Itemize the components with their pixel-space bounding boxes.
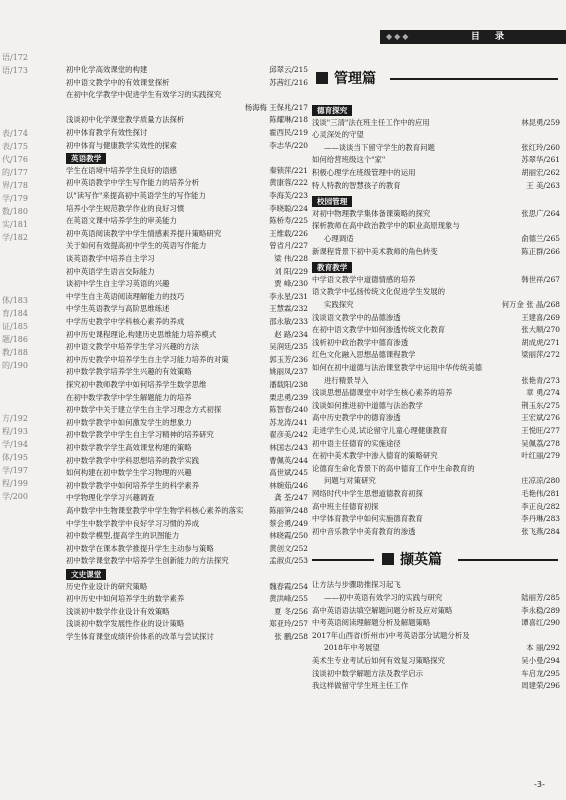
margin-page-fragment: 育/184 — [2, 309, 28, 318]
entry-title: 如何在初中道德与法治课堂教学中运用中华传统美德 — [312, 363, 482, 372]
entry-author-page: 庄凉凉/280 — [521, 476, 560, 486]
entry-title: 在初中化学教学中促进学生有效学习的实践探究 — [66, 90, 222, 100]
margin-page-fragment: 代/176 — [2, 155, 28, 164]
toc-entry[interactable] — [312, 617, 560, 629]
entry-author-page: 张大顺/270 — [521, 325, 560, 335]
entry-author-page: 叶红丽/279 — [521, 451, 560, 461]
entry-author-page: 郭玉芳/236 — [269, 354, 308, 364]
entry-author-page: 栗忠勇/239 — [269, 392, 308, 402]
toc-entry[interactable] — [312, 117, 560, 129]
entry-title: 初中语文教学中的有效课堂探析 — [66, 77, 170, 87]
entry-title: 初中英语学生语言交际能力 — [66, 266, 155, 276]
entry-title: 如何构建在初中数学生学习物理的兴趣 — [66, 468, 192, 478]
entry-title: 2017年山西省(忻州市)中考英语部分试题分析及 — [312, 630, 470, 640]
toc-entry[interactable] — [66, 429, 308, 441]
entry-title: 进行精景导入 — [324, 375, 369, 385]
entry-author-page: 张思广/264 — [521, 208, 560, 218]
entry-author-page: 林晓霞/250 — [269, 531, 308, 541]
entry-title: 浅谈"三清"法在班主任工作中的应用 — [312, 117, 430, 127]
entry-author-page: 章 勇/274 — [526, 388, 560, 398]
margin-page-fragment: 题/186 — [2, 335, 28, 344]
toc-entry[interactable] — [312, 142, 560, 154]
entry-author-page: 王慧霖/232 — [269, 304, 308, 314]
margin-page-fragment: 的/177 — [2, 168, 28, 177]
entry-author-page: 李永稳/289 — [521, 605, 560, 615]
toc-entry[interactable] — [312, 526, 560, 538]
toc-entry[interactable] — [312, 274, 560, 286]
toc-entry[interactable] — [66, 555, 308, 567]
section-rule — [390, 78, 558, 80]
entry-title: 初中历史课程理论,构建历史思维能力培养模式 — [66, 329, 217, 339]
toc-entry[interactable] — [66, 581, 308, 593]
entry-author-page: 毛艳伟/281 — [521, 489, 560, 498]
entry-title: 中学体育教学中如何实施德育教育 — [312, 514, 423, 524]
margin-page-fragment: 证/185 — [2, 322, 28, 331]
entry-author-page: 龚 荃/247 — [274, 493, 308, 503]
toc-entry[interactable] — [66, 215, 308, 227]
toc-entry[interactable] — [66, 114, 308, 126]
entry-title: 积极心理学在班级管理中的运用 — [312, 168, 416, 177]
subsection-label: 德育探究 — [312, 105, 352, 116]
entry-author-page: 张艳青/273 — [521, 375, 560, 385]
subsection-label: 文史课堂 — [66, 569, 106, 580]
entry-title: 初中语主任德育的实施途径 — [312, 438, 401, 448]
toc-entry[interactable] — [66, 77, 308, 89]
entry-title: 初中数学教学中学生自主学习精神的培养研究 — [66, 430, 214, 440]
entry-author-page: 苏翠华/261 — [521, 155, 560, 165]
entry-title: 浅谈如何推进初中道德与法治教学 — [312, 400, 423, 410]
toc-entry[interactable] — [66, 291, 308, 303]
toc-entry[interactable] — [66, 404, 308, 416]
entry-author-page: 黄洪峰/255 — [269, 594, 308, 604]
toc-entry[interactable] — [66, 165, 308, 177]
entry-author-page: 杨海梅 王保兆/217 — [244, 102, 308, 112]
entry-author-page: 王维载/226 — [269, 228, 308, 238]
toc-entry[interactable] — [66, 392, 308, 404]
entry-author-page: 梁丽萍/272 — [521, 350, 560, 360]
toc-entry[interactable] — [66, 127, 308, 139]
margin-page-fragment: 语/173 — [2, 66, 28, 75]
margin-page-fragment: 表/175 — [2, 142, 28, 151]
entry-author-page: 苏龙涛/241 — [269, 417, 308, 427]
entry-author-page: 潘载阳/238 — [269, 380, 308, 389]
toc-entry[interactable] — [312, 605, 560, 617]
margin-page-fragment: 学/182 — [2, 233, 28, 242]
entry-author-page: 周建荣/296 — [521, 681, 560, 691]
toc-entry[interactable] — [312, 167, 560, 179]
entry-title: 中学生英语教学与高阶思维练述 — [66, 304, 170, 314]
entry-author-page: 曾省月/227 — [269, 241, 308, 251]
toc-entry[interactable] — [312, 488, 560, 500]
entry-title: 初中化学高效课堂的构建 — [66, 65, 148, 74]
entry-title: 论德育生命化背景下的高中德育工作中生命教育的 — [312, 463, 475, 473]
toc-entry[interactable] — [312, 220, 560, 232]
entry-author-page: 蔡会勇/249 — [269, 518, 308, 528]
entry-author-page: 姚丽凤/237 — [269, 367, 308, 377]
toc-entry[interactable] — [66, 593, 308, 605]
toc-entry[interactable] — [66, 366, 308, 378]
entry-author-page: 车启龙/295 — [521, 668, 560, 678]
section-rule — [312, 559, 374, 561]
section-rule — [458, 559, 558, 561]
entry-author-page: 胡丽宏/262 — [521, 168, 560, 177]
toc-entry[interactable] — [312, 655, 560, 667]
entry-title: 中考英语阅读理解题分析及解题策略 — [312, 618, 431, 628]
entry-title: 高中班主任德育初探 — [312, 501, 379, 511]
entry-title: 特人特教的智慧孩子的教育 — [312, 180, 401, 190]
toc-entry[interactable] — [312, 337, 560, 349]
entry-author-page: 荆玉东/275 — [521, 400, 560, 410]
entry-title: 在初中数学教学中学生解题能力的培养 — [66, 392, 192, 402]
entry-title: 初中语文教学中培养学生学习兴趣的方法 — [66, 342, 200, 352]
entry-title: 浅谈初中数学发展性作业的设计策略 — [66, 619, 185, 629]
entry-title: 中学生自主英语阅读理解能力的技巧 — [66, 291, 185, 301]
margin-page-fragment: 学/197 — [2, 466, 28, 475]
entry-title: 历史作业设计的研究策略 — [66, 581, 148, 591]
entry-title: 实践探究 — [324, 300, 354, 309]
entry-title: ——初中英语有效学习的实践与研究 — [324, 593, 443, 602]
toc-entry[interactable] — [66, 455, 308, 467]
toc-entry[interactable] — [312, 425, 560, 437]
entry-author-page: 林国志/243 — [269, 443, 308, 452]
entry-title: 浅析初中政治教学中德育渗透 — [312, 337, 409, 347]
entry-author-page: 俞德兰/265 — [521, 234, 560, 243]
toc-header-title: 目 录 — [470, 32, 510, 42]
toc-entry[interactable] — [312, 246, 560, 258]
toc-entry[interactable] — [312, 579, 560, 591]
toc-entry[interactable] — [312, 387, 560, 399]
toc-entry[interactable] — [66, 316, 308, 328]
entry-title: 在英语文课中培养学生的审美能力 — [66, 216, 177, 226]
toc-entry[interactable] — [66, 543, 308, 555]
entry-title: 对初中物理教学集体备课策略的探究 — [312, 208, 431, 218]
entry-author-page: 韩世祥/267 — [521, 274, 560, 284]
entry-title: 初中数学教学中学科思想培养的教学实践 — [66, 455, 200, 465]
entry-author-page: 张飞燕/284 — [521, 526, 560, 536]
entry-author-page: 黄康蓉/222 — [269, 178, 308, 188]
entry-title: 语文教学中弘扬传统文化促进学生发展的 — [312, 287, 446, 297]
toc-entry[interactable] — [312, 450, 560, 462]
toc-entry[interactable] — [66, 442, 308, 454]
entry-title: 培养小学生规范教学作业的良好习惯 — [66, 203, 185, 213]
toc-entry[interactable] — [66, 253, 308, 265]
toc-entry[interactable] — [312, 680, 560, 692]
entry-author-page: 李晓聪/224 — [269, 203, 308, 213]
margin-page-fragment: 表/174 — [2, 129, 28, 138]
entry-author-page: 李海芙/223 — [269, 191, 308, 200]
entry-title: 浅谈初中化学课堂教学质量方法探析 — [66, 115, 185, 125]
margin-page-fragment: 程/193 — [2, 427, 28, 436]
margin-page-fragment: 体/183 — [2, 296, 28, 305]
entry-title: 初中数学模型,提高学生的识图能力 — [66, 531, 180, 541]
margin-page-fragment: 方/192 — [2, 414, 28, 423]
entry-title: 红色文化融入思想品德课程教学 — [312, 350, 416, 360]
entry-author-page: 李丹琳/283 — [521, 514, 560, 524]
toc-entry[interactable] — [312, 630, 560, 642]
entry-author-page: 霍西民/219 — [269, 128, 308, 137]
entry-title: 初中体育教学有效性探讨 — [66, 128, 148, 137]
section-title — [382, 549, 442, 569]
entry-author-page: 谭喜红/290 — [521, 618, 560, 628]
entry-title: 初中数学教学中如何培养学生的科学素养 — [66, 480, 200, 490]
entry-author-page: 张红玲/260 — [521, 142, 560, 152]
entry-author-page: 何万金 张 晶/268 — [501, 300, 560, 309]
toc-entry[interactable] — [66, 467, 308, 479]
toc-entry[interactable] — [312, 286, 560, 298]
entry-title: 中学物理化学学习兴趣调查 — [66, 493, 155, 503]
toc-entry[interactable] — [66, 190, 308, 202]
margin-page-fragment: 教/188 — [2, 348, 28, 357]
margin-page-fragment: 学/179 — [2, 194, 28, 203]
toc-entry[interactable] — [66, 606, 308, 618]
entry-title: 高中历史教学中的德育渗透 — [312, 413, 401, 423]
header-decoration: ◆◆◆ — [386, 32, 411, 41]
entry-title: 在初中美术教学中渗入德育的策略研究 — [312, 451, 438, 461]
entry-author-page: 秦锁萍/221 — [269, 165, 308, 175]
section-marker-icon — [382, 553, 394, 565]
entry-author-page: 李志华/220 — [269, 140, 308, 150]
entry-author-page: 陈耀琳/218 — [269, 115, 308, 125]
margin-page-fragment: 语/172 — [2, 53, 28, 62]
entry-author-page: 王宏斌/276 — [521, 413, 560, 423]
entry-author-page: 黄创文/252 — [269, 543, 308, 553]
entry-title: 中学生中数学教学中良好学习习惯的养成 — [66, 518, 200, 528]
toc-entry[interactable] — [66, 303, 308, 315]
entry-title: 初中数学在课本教学推提升学生主动参与策略 — [66, 543, 214, 553]
entry-title: 谈初中学生自主学习英语的兴趣 — [66, 279, 170, 289]
toc-entry[interactable] — [66, 354, 308, 366]
margin-page-fragment: 界/178 — [2, 181, 28, 190]
entry-author-page: 王建喜/269 — [521, 312, 560, 322]
entry-author-page: 邱翠云/215 — [269, 65, 308, 74]
entry-title: 如何给营班级这个"家" — [312, 155, 386, 165]
entry-author-page: 苏茜红/216 — [269, 77, 308, 87]
section-title-text: 管理篇 — [334, 71, 376, 87]
entry-author-page: 王 美/263 — [526, 180, 560, 190]
toc-entry[interactable] — [312, 400, 560, 412]
entry-title: 心灵深处的守望 — [312, 130, 364, 140]
entry-author-page: 林婉茹/246 — [269, 480, 308, 490]
entry-author-page: 赵 路/234 — [274, 329, 308, 339]
entry-title: 浅谈初中数学作业设计有效策略 — [66, 606, 170, 616]
page-number: -3- — [534, 780, 545, 789]
toc-entry[interactable] — [312, 208, 560, 220]
toc-entry[interactable] — [66, 89, 308, 101]
entry-title: 问题与对策研究 — [324, 476, 376, 486]
margin-page-fragment: 数/180 — [2, 207, 28, 216]
toc-entry[interactable] — [312, 154, 560, 166]
entry-title: 探析教师在高中政治教学中的职业高原现象与 — [312, 221, 460, 231]
toc-entry[interactable] — [66, 618, 308, 630]
entry-author-page: 胡成虎/271 — [521, 337, 560, 347]
toc-entry[interactable] — [312, 463, 560, 475]
entry-author-page: 陈正群/266 — [521, 246, 560, 256]
toc-entry[interactable] — [66, 505, 308, 517]
entry-title: 高中数学中生物课堂教学中学生物学科核心素养的落实 — [66, 506, 244, 515]
entry-author-page: 魏春霞/254 — [269, 581, 308, 591]
entry-author-page: 夏 冬/256 — [274, 606, 308, 616]
toc-entry[interactable] — [66, 278, 308, 290]
entry-title: 学生在语境中培养学生良好的语感 — [66, 165, 177, 175]
entry-author-page: 邵永敏/233 — [269, 317, 308, 326]
toc-entry[interactable] — [66, 631, 308, 643]
entry-author-page: 林昆勇/259 — [521, 117, 560, 127]
toc-entry[interactable] — [312, 592, 560, 604]
toc-entry[interactable] — [66, 518, 308, 530]
entry-title: 初中数学教学培养学生兴趣的有效策略 — [66, 367, 192, 377]
entry-title: 心理调适 — [324, 234, 354, 243]
entry-author-page: 吴润廷/235 — [269, 342, 308, 352]
toc-entry[interactable] — [312, 513, 560, 525]
toc-entry[interactable] — [312, 475, 560, 487]
entry-title: 浅谈思想品德课堂中对学生核心素养的培养 — [312, 388, 453, 398]
toc-entry[interactable] — [66, 530, 308, 542]
toc-entry[interactable] — [66, 240, 308, 252]
margin-page-fragment: 的/190 — [2, 361, 28, 370]
entry-title: 初中数学中关于建立学生自主学习理念方式初探 — [66, 405, 222, 415]
left-margin-fragments — [0, 52, 28, 772]
entry-title: 浅谈初中数学解题方法及教学启示 — [312, 668, 423, 678]
entry-author-page: 吴小曼/294 — [521, 656, 560, 665]
subsection-label: 校园管理 — [312, 196, 352, 207]
margin-page-fragment: 程/199 — [2, 479, 28, 488]
margin-page-fragment: 学/200 — [2, 492, 28, 501]
toc-entry[interactable] — [312, 668, 560, 680]
section-title — [316, 68, 376, 88]
toc-header-band — [380, 30, 566, 44]
entry-author-page: 陈智春/240 — [269, 405, 308, 415]
entry-title: 初中数学课堂教学中培养学生创新能力的方法探究 — [66, 556, 229, 566]
margin-page-fragment: 体/195 — [2, 453, 28, 462]
toc-entry[interactable] — [312, 324, 560, 336]
margin-page-fragment: 实/181 — [2, 220, 28, 229]
subsection-label: 教育教学 — [312, 262, 352, 273]
toc-entry[interactable] — [312, 312, 560, 324]
toc-entry[interactable] — [66, 492, 308, 504]
toc-entry[interactable] — [66, 379, 308, 391]
toc-entry[interactable] — [312, 180, 560, 192]
entry-title: 在初中语文教学中如何渗透传统文化教育 — [312, 325, 446, 335]
entry-author-page: 本 丽/292 — [526, 643, 560, 653]
entry-author-page: 李正良/282 — [521, 501, 560, 511]
entry-title: 初中英语阅读教学中学生情感素养提升策略研究 — [66, 228, 222, 238]
toc-entry[interactable] — [312, 375, 560, 387]
entry-author-page: 刘 阳/229 — [274, 266, 308, 276]
toc-entry[interactable] — [66, 203, 308, 215]
toc-entry[interactable] — [312, 129, 560, 141]
section-title-text: 撷英篇 — [400, 552, 442, 569]
entry-author-page: 陈桥寿/225 — [269, 216, 308, 226]
toc-entry[interactable] — [312, 349, 560, 361]
section-marker-icon — [316, 72, 328, 84]
toc-entry[interactable] — [66, 177, 308, 189]
entry-author-page: 张 鹏/258 — [274, 632, 308, 641]
toc-entry[interactable] — [66, 140, 308, 152]
entry-author-page: 吴佩荔/278 — [521, 438, 560, 448]
entry-title: 初中体育与健康教学实效性的探索 — [66, 140, 177, 150]
entry-title: 学生体育课堂成绩评价体系的改革与尝试探讨 — [66, 632, 214, 641]
entry-title: 初中英语教学中学生写作能力的培养分析 — [66, 178, 200, 188]
entry-author-page: 高世斌/245 — [269, 468, 308, 478]
entry-title: 初中音乐教学中美育教育的渗透 — [312, 526, 416, 536]
entry-title: 初中数学教学中如何激发学生的想象力 — [66, 417, 192, 427]
entry-author-page: 王悦旺/277 — [521, 426, 560, 435]
toc-entry[interactable] — [312, 299, 560, 311]
entry-title: 中学语文教学中道德情感的培养 — [312, 274, 416, 284]
toc-entry[interactable] — [66, 228, 308, 240]
toc-entry[interactable] — [66, 480, 308, 492]
entry-title: 走进学生心灵,试论留守儿童心理健康教育 — [312, 426, 448, 435]
toc-entry[interactable] — [312, 233, 560, 245]
toc-entry[interactable] — [66, 329, 308, 341]
entry-title: 我这样做留守学生班主任工作 — [312, 681, 409, 691]
entry-author-page: 翟彦美/242 — [269, 430, 308, 440]
toc-entry[interactable] — [66, 417, 308, 429]
entry-title: 美术生专业考试后如何有效复习策略探究 — [312, 656, 446, 665]
entry-author-page: 郑亚玲/257 — [269, 619, 308, 629]
entry-title: 浅谈语文教学中的品德渗透 — [312, 312, 401, 322]
entry-author-page: 梁 伟/228 — [274, 254, 308, 263]
entry-title: 初中历史教学中培养学生自主学习能力培养的对策 — [66, 354, 229, 364]
entry-author-page: 陈丽笋/248 — [269, 506, 308, 515]
entry-title: 2018年中考展望 — [324, 643, 380, 653]
entry-title: 中学历史教学中学科核心素养的养成 — [66, 317, 185, 326]
entry-title: ——谈谈当下留守学生的教育问题 — [324, 142, 435, 152]
entry-title: 网络时代中学生思想道德教育初探 — [312, 489, 423, 498]
toc-entry[interactable] — [66, 64, 308, 76]
entry-title: 探究初中教师教学中如何培养学生数学思维 — [66, 380, 207, 389]
toc-entry[interactable] — [312, 642, 560, 654]
toc-entry[interactable] — [312, 362, 560, 374]
entry-title: 以"读写作"来提高初中英语学生的写作能力 — [66, 191, 206, 200]
entry-title: 初中数学教学学生高效课堂构建的策略 — [66, 443, 192, 452]
toc-entry[interactable] — [312, 438, 560, 450]
entry-author-page: 陆丽芳/285 — [521, 593, 560, 602]
entry-title: 谈英语教学中培养自主学习 — [66, 254, 155, 263]
toc-entry[interactable] — [312, 412, 560, 424]
subsection-label: 英语教学 — [66, 153, 106, 164]
toc-entry[interactable] — [312, 501, 560, 513]
entry-author-page: 贾 峰/230 — [274, 279, 308, 289]
entry-author-page: 孟淑贞/253 — [269, 556, 308, 566]
entry-title: 关于如何有效提高初中学生的英语写作能力 — [66, 241, 207, 251]
toc-entry[interactable] — [66, 266, 308, 278]
entry-title: 新课程背景下初中美术教师的角色转变 — [312, 246, 438, 256]
entry-title: 初中历史中如何培养学生的数学素养 — [66, 594, 185, 604]
toc-entry[interactable] — [66, 341, 308, 353]
margin-page-fragment: 学/194 — [2, 440, 28, 449]
entry-author-page: 李永星/231 — [269, 291, 308, 301]
toc-entry[interactable] — [66, 102, 308, 114]
entry-author-page: 曹佩英/244 — [269, 455, 308, 465]
entry-title: 高中英语语法填空解题问题分析及应对策略 — [312, 605, 453, 615]
entry-title: 让方法与步骤助推探习起飞 — [312, 580, 401, 590]
